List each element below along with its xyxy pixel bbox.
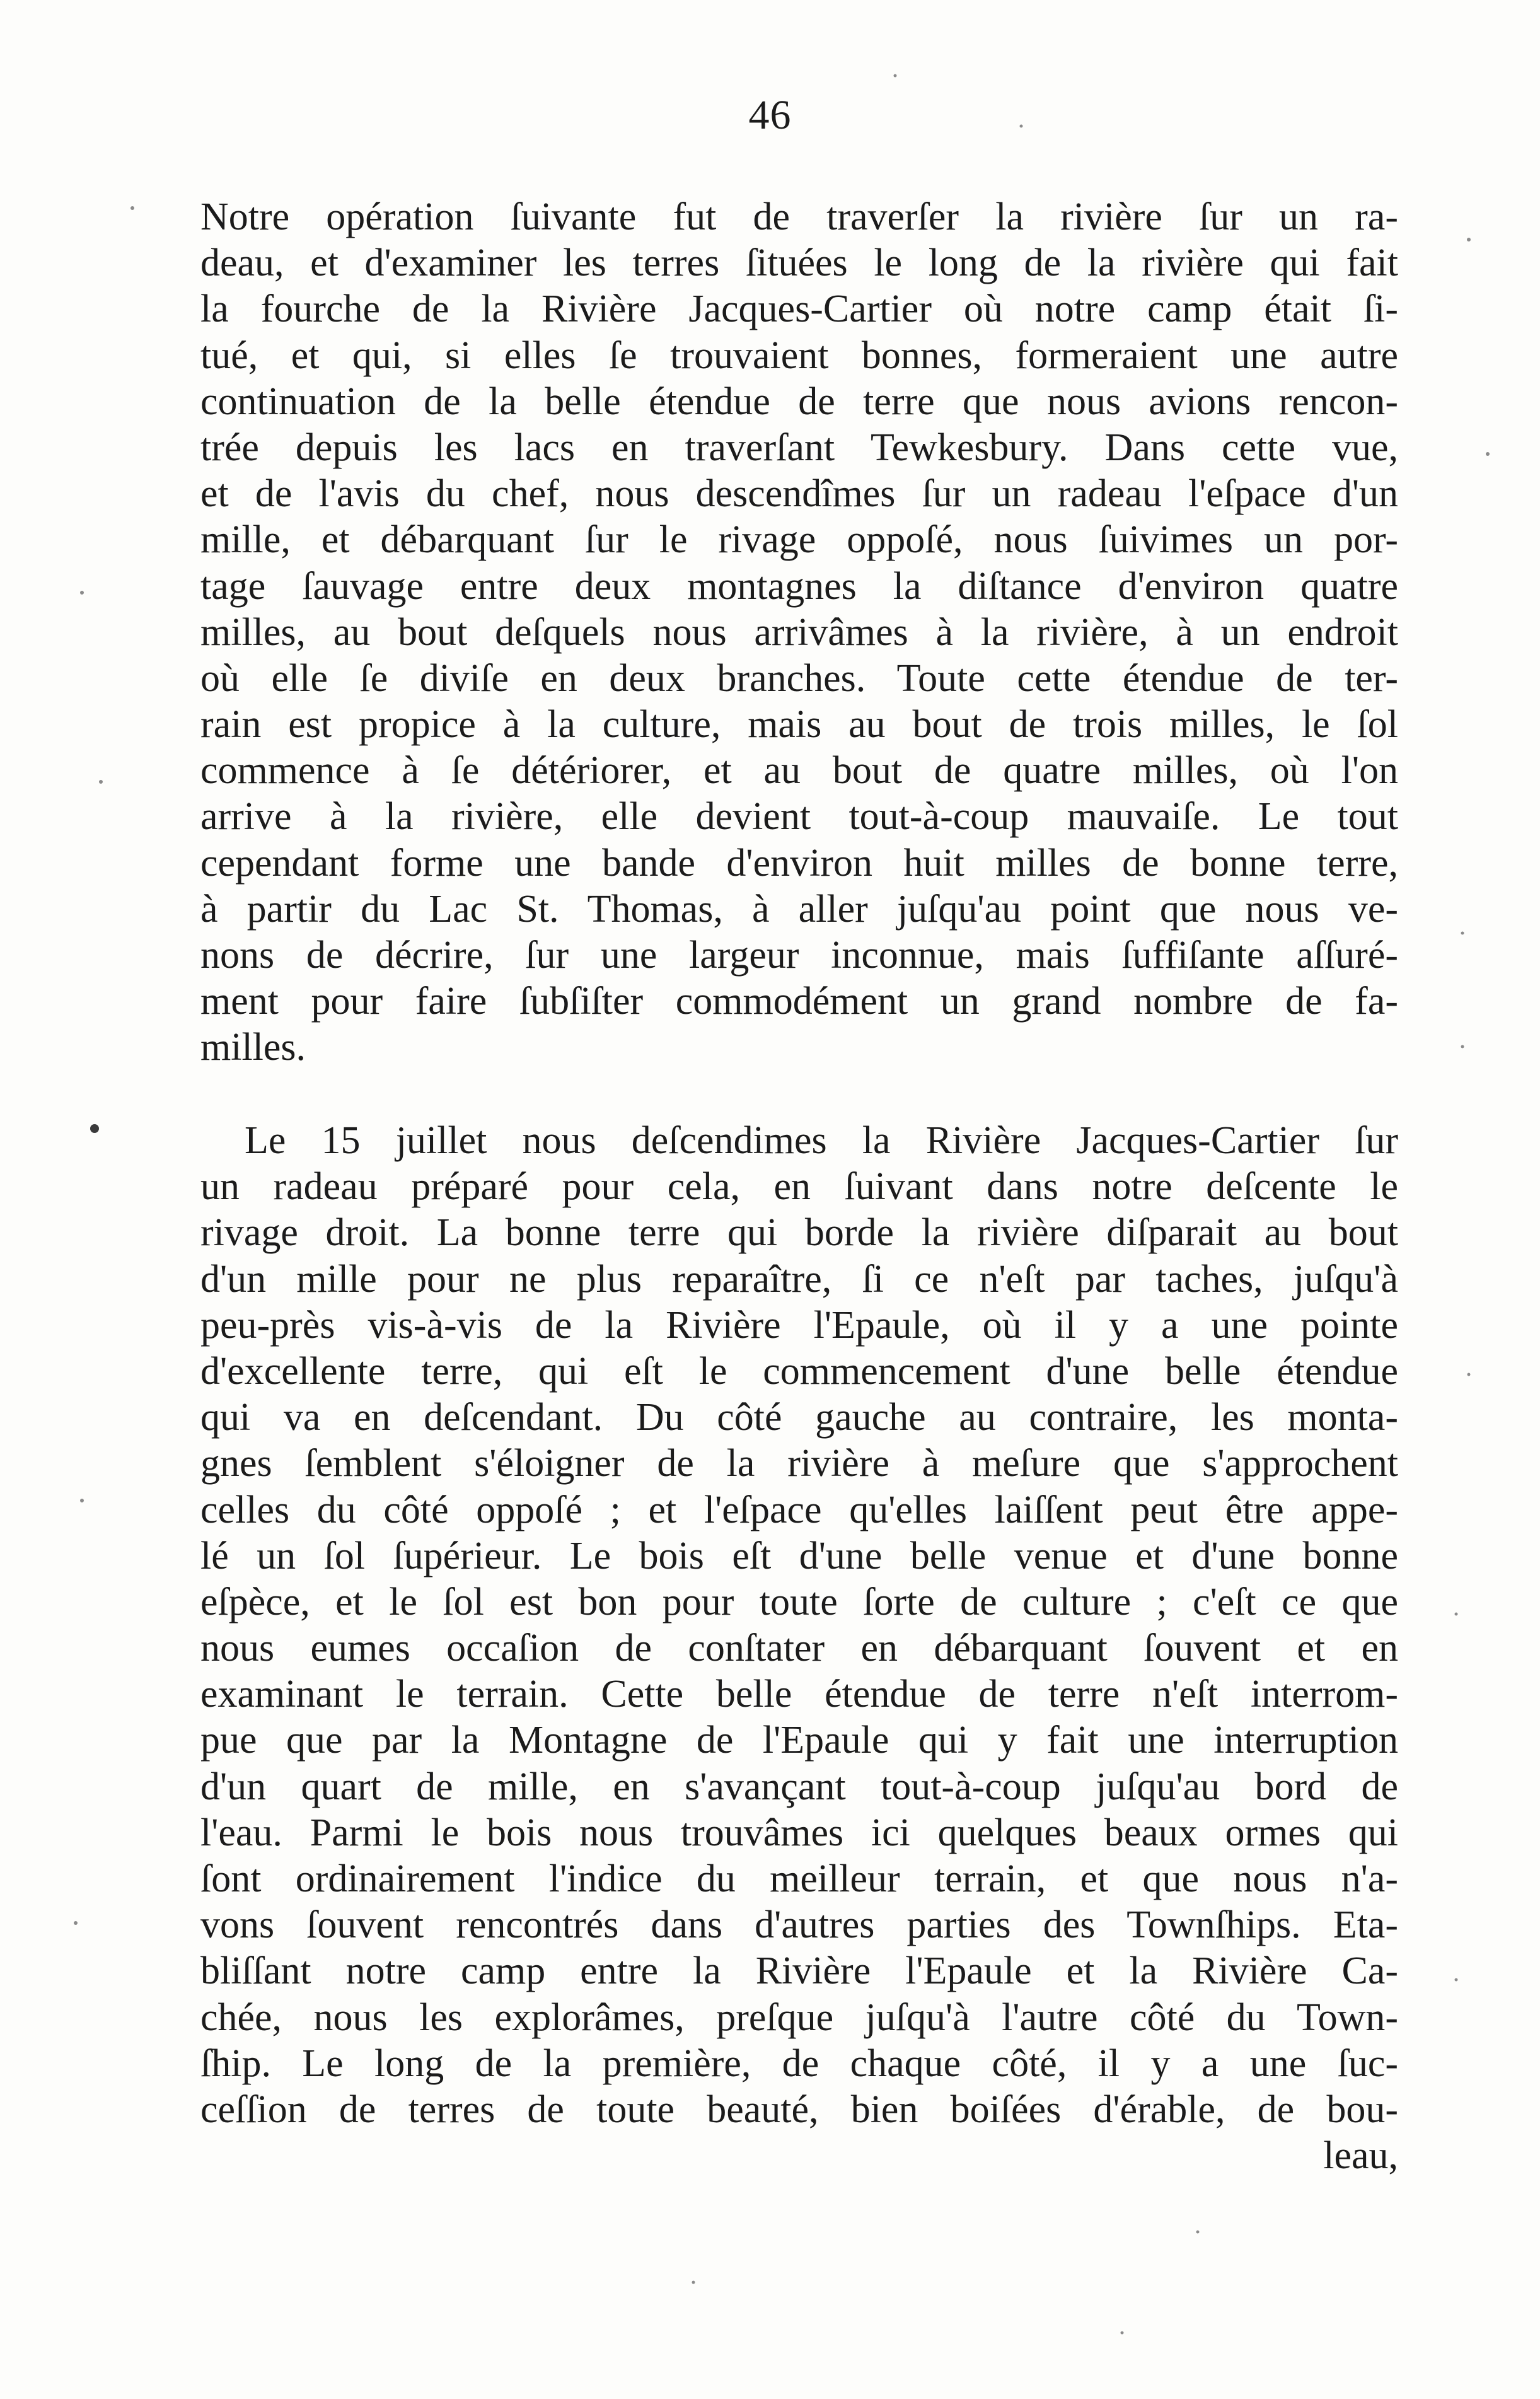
text-line: cependant forme une bande d'environ huit milles de bonne terre,: [200, 841, 1398, 885]
text-line: lé un ſol ſupérieur. Le bois eſt d'une belle venue et d'une bonne: [200, 1534, 1398, 1577]
text-line: un radeau préparé pour cela, en ſuivant dans notre deſcente le: [200, 1165, 1398, 1209]
text-line: nous eumes occaſion de conſtater en débarquant ſouvent et en: [200, 1627, 1398, 1670]
text-line: rain est propice à la culture, mais au bout de trois milles, le ſol: [200, 703, 1398, 746]
text-line: rivage droit. La bonne terre qui borde la rivière diſparait au bout: [200, 1211, 1398, 1255]
text-line: deau, et d'examiner les terres ſituées le long de la rivière qui fait: [200, 241, 1398, 285]
text-line: ſont ordinairement l'indice du meilleur terrain, et que nous n'a-: [200, 1857, 1398, 1900]
text-line: ſhip. Le long de la première, de chaque côté, il y a une ſuc-: [200, 2042, 1398, 2085]
text-line: arrive à la rivière, elle devient tout-à-coup mauvaiſe. Le tout: [200, 795, 1398, 839]
text-line: continuation de la belle étendue de terre que nous avions rencon-: [200, 380, 1398, 423]
text-line: trée depuis les lacs en traverſant Tewkesbury. Dans cette vue,: [200, 426, 1398, 469]
text-line: tage ſauvage entre deux montagnes la diſtance d'environ quatre: [200, 564, 1398, 608]
text-line: milles, au bout deſquels nous arrivâmes à la rivière, à un endroit: [200, 610, 1398, 654]
text-line: bliſſant notre camp entre la Rivière l'Epaule et la Rivière Ca-: [200, 1949, 1398, 1993]
text-line: ceſſion de terres de toute beauté, bien boiſées d'érable, de bou-: [200, 2088, 1398, 2131]
text-line: d'un quart de mille, en s'avançant tout-à-coup juſqu'au bord de: [200, 1765, 1398, 1808]
text-line: milles.: [200, 1026, 306, 1069]
text-line: Notre opération ſuivante fut de traverſer la rivière ſur un ra-: [200, 195, 1398, 238]
text-line: mille, et débarquant ſur le rivage oppoſé, nous ſuivimes un por-: [200, 518, 1398, 562]
text-line: chée, nous les explorâmes, preſque juſqu'à l'autre côté du Town-: [200, 1995, 1398, 2039]
text-line: l'eau. Parmi le bois nous trouvâmes ici quelques beaux ormes qui: [200, 1811, 1398, 1854]
text-line: examinant le terrain. Cette belle étendue de terre n'eſt interrom-: [200, 1673, 1398, 1716]
catchword: leau,: [1323, 2134, 1398, 2178]
text-line: ment pour faire ſubſiſter commodément un grand nombre de fa-: [200, 980, 1398, 1023]
text-line: peu-près vis-à-vis de la Rivière l'Epaule, où il y a une pointe: [200, 1303, 1398, 1347]
text-line: gnes ſemblent s'éloigner de la rivière à meſure que s'approchent: [200, 1442, 1398, 1485]
text-line: à partir du Lac St. Thomas, à aller juſqu'au point que nous ve-: [200, 887, 1398, 931]
text-line: la fourche de la Rivière Jacques-Cartier où notre camp était ſi-: [200, 288, 1398, 331]
text-line: d'un mille pour ne plus reparaître, ſi ce n'eſt par taches, juſqu'à: [200, 1257, 1398, 1301]
page-number: 46: [748, 92, 792, 138]
text-line: commence à ſe détériorer, et au bout de quatre milles, où l'on: [200, 749, 1398, 793]
text-line: et de l'avis du chef, nous descendîmes ſur un radeau l'eſpace d'un: [200, 472, 1398, 516]
text-line: d'excellente terre, qui eſt le commencement d'une belle étendue: [200, 1349, 1398, 1393]
text-line: eſpèce, et le ſol est bon pour toute ſorte de culture ; c'eſt ce que: [200, 1580, 1398, 1624]
text-line: pue que par la Montagne de l'Epaule qui y fait une interruption: [200, 1719, 1398, 1762]
text-line: nons de décrire, ſur une largeur inconnue, mais ſuffiſante aſſuré-: [200, 934, 1398, 977]
text-line: qui va en deſcendant. Du côté gauche au contraire, les monta-: [200, 1396, 1398, 1439]
text-line: celles du côté oppoſé ; et l'eſpace qu'elles laiſſent peut être appe-: [200, 1488, 1398, 1531]
paragraph-1: [200, 194, 1398, 1071]
paragraph-2: [200, 1118, 1398, 2179]
text-line: vons ſouvent rencontrés dans d'autres parties des Townſhips. Eta-: [200, 1903, 1398, 1947]
text-line: Le 15 juillet nous deſcendimes la Rivière Jacques-Cartier ſur: [245, 1119, 1398, 1162]
text-line: où elle ſe diviſe en deux branches. Toute cette étendue de ter-: [200, 656, 1398, 700]
text-line: tué, et qui, si elles ſe trouvaient bonnes, formeraient une autre: [200, 334, 1398, 377]
